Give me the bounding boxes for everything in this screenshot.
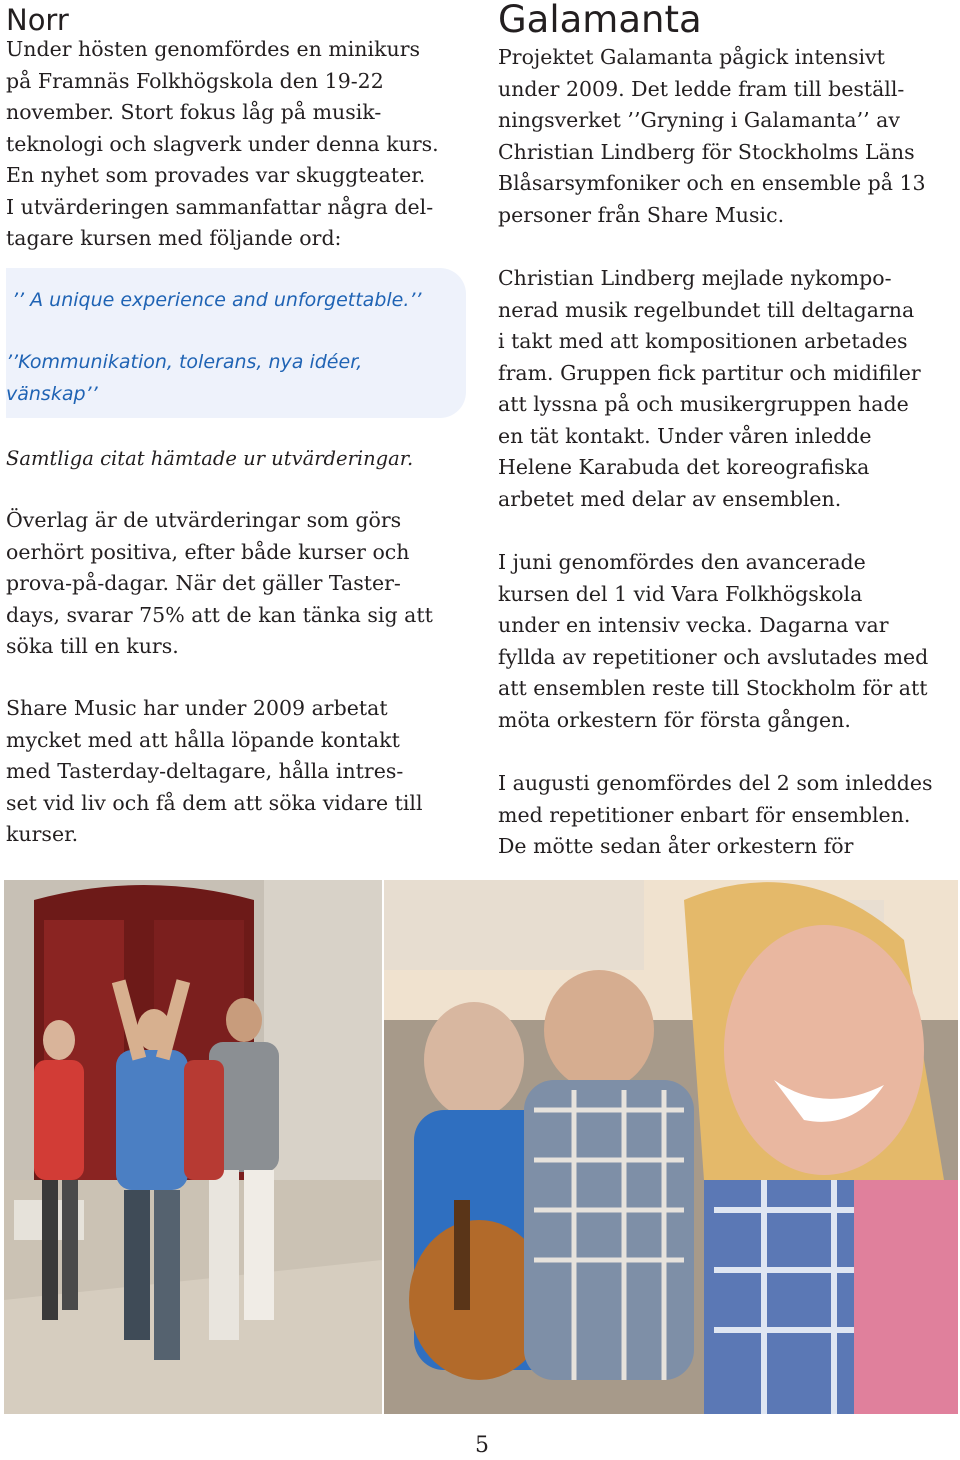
share-music-paragraph: Share Music har under 2009 arbetat mycket med att hålla löpande kontakt med Tasterday-deltagare, hålla intres- set vid liv och få dem att söka vidare till kurser. (6, 696, 423, 846)
galamanta-paragraph-3: I juni genomfördes den avancerade kursen del 1 vid Vara Folkhögskola under en intensiv vecka. Dagarna var fyllda av repetitioner och avslutades med att ensemblen reste till Stockholm för att möta orkestern för första gången. (498, 550, 929, 732)
galamanta-paragraph-1: Projektet Galamanta pågick intensivt under 2009. Det ledde fram till beställ- ningsverket ’’Gryning i Galamanta’’ av Christian Lindberg för Stockholms Läns Blåsarsymfoniker och en ensemble på 13 personer från Share Music. (498, 45, 926, 227)
dance-photo (4, 880, 382, 1414)
galamanta-paragraph-2: Christian Lindberg mejlade nykompo- nerad musik regelbundet till deltagarna i takt med att kompositionen arbetades fram. Gruppen fick partitur och midifiler att lyssna på och musikergruppen hade en tät kontakt. Under våren inledde Helene Karabuda det koreografiska arbetet med delar av ensemblen. (498, 266, 921, 511)
quote-english: ’’ A unique experience and unforgettable.’’ (12, 289, 422, 311)
intro-paragraph: Under hösten genomfördes en minikurs på Framnäs Folkhögskola den 19-22 november. Stort fokus låg på musik- teknologi och slagverk under denna kurs. En nyhet som provades var skuggteater. I utvärderingen sammanfattar några del- tagare kursen med följande ord: (6, 37, 439, 250)
quote-swedish: ’’Kommunikation, tolerans, nya idéer, vänskap’’ (6, 351, 363, 405)
laughing-photo (384, 880, 958, 1414)
galamanta-paragraph-4: I augusti genomfördes del 2 som inleddes med repetitioner enbart för ensemblen. De mötte sedan åter orkestern för (498, 771, 933, 858)
section-heading-galamanta: Galamanta (498, 0, 702, 41)
evaluation-paragraph: Överlag är de utvärderingar som görs oerhört positiva, efter både kurser och prova-på-dagar. När det gäller Taster- days, svarar 75% att de kan tänka sig att söka till en kurs. (6, 508, 433, 658)
page-number: 5 (475, 1433, 489, 1458)
section-heading-norr: Norr (6, 3, 69, 37)
quote-source: Samtliga citat hämtade ur utvärderingar. (6, 447, 414, 470)
